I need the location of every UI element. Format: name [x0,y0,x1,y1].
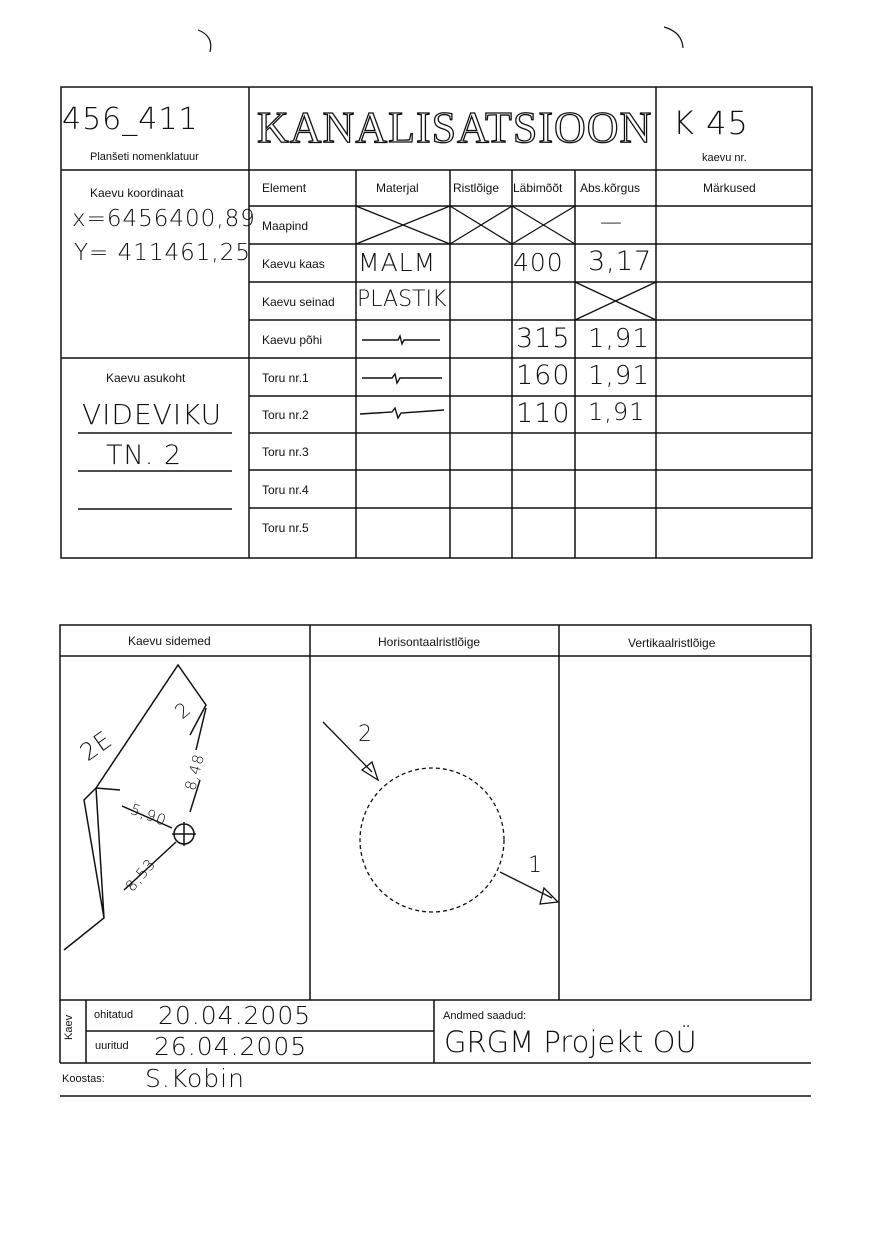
tie-label-2e: 2E [74,725,118,767]
column-ties: Kaevu sidemed [128,634,211,648]
checked-date: 20.04.2005 [158,1001,312,1030]
side-label: Kaev [63,1014,75,1040]
sheet-label: Planšeti nomenklatuur [90,151,199,163]
checked-label: ohitatud [94,1009,134,1021]
header-remarks: Märkused [703,181,756,195]
well-number: K 45 [673,104,749,142]
row-element: Kaevu seinad [262,295,335,309]
data-from-label: Andmed saadud: [443,1010,527,1022]
header-diameter: Läbimõõt [513,181,563,195]
cell-diameter: 315 [516,323,571,354]
cell-diameter: 160 [516,360,571,391]
pipe-label: 2 [358,722,373,747]
header-cross-section: Ristlõige [453,181,500,195]
well-number-label: kaevu nr. [702,152,747,164]
row-element: Toru nr.2 [262,408,309,422]
location-line-1: VIDEVIKU [82,398,223,431]
coordinates-label: Kaevu koordinaat [90,186,184,200]
tie-distance: 8,48 [181,751,209,793]
cell-material: MALM [358,248,437,277]
cell-abs-elevation: — [600,210,623,235]
cell-diameter: 400 [513,248,564,277]
cell-abs-elevation: 3,17 [588,246,653,277]
row-element: Kaevu põhi [262,333,323,347]
row-element: Toru nr.3 [262,445,309,459]
cell-diameter: 110 [516,398,571,429]
sheet-number: 456_411 [62,102,199,137]
tie-label-2: 2 [169,696,196,724]
header-element: Element [262,181,307,195]
compiler-label: Koostas: [62,1073,105,1085]
header-material: Materjal [376,181,419,195]
compiler-name: S.Kobin [145,1064,245,1093]
form-title: KANALISATSIOON [257,103,653,152]
cell-material: PLASTIK [357,287,447,312]
cell-abs-elevation: 1,91 [588,361,650,391]
row-element: Toru nr.4 [262,483,309,497]
column-horizontal-section: Horisontaalristlõige [378,635,481,649]
surveyed-date: 26.04.2005 [154,1032,308,1061]
location-label: Kaevu asukoht [106,371,186,385]
row-element: Kaevu kaas [262,257,325,271]
cell-abs-elevation: 1,91 [588,324,650,354]
location-line-2: TN. 2 [106,440,183,471]
column-vertical-section: Vertikaalristlõige [628,636,716,650]
coordinate-x: x=6456400,89 [72,206,256,232]
tie-distance: 5,90 [128,800,170,830]
row-element: Maapind [262,219,309,233]
coordinate-y: Y= 411461,25 [74,240,252,266]
pipe-label: 1 [528,853,543,878]
data-from: GRGM Projekt OÜ [444,1025,697,1059]
cell-abs-elevation: 1,91 [588,398,646,426]
row-element: Toru nr.1 [262,371,309,385]
header-abs-elevation: Abs.kõrgus [580,181,641,195]
surveyed-label: uuritud [95,1040,129,1052]
tie-distance: 8,53 [121,854,160,896]
row-element: Toru nr.5 [262,521,309,535]
